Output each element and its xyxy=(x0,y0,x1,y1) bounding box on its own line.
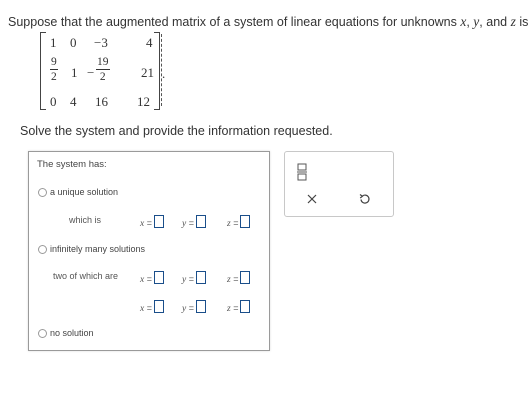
augmented-matrix xyxy=(40,32,166,110)
which-is-label: which is xyxy=(69,215,102,225)
fraction-button[interactable] xyxy=(293,160,311,184)
unique-x-row: x = xyxy=(140,215,164,229)
option-label-none: no solution xyxy=(50,328,94,338)
matrix-cell: 4 xyxy=(146,35,153,50)
inf1-z-input[interactable] xyxy=(240,271,250,284)
close-icon xyxy=(307,194,317,204)
inf2-z-input[interactable] xyxy=(240,300,250,313)
radio-unique-solution[interactable] xyxy=(38,188,47,197)
matrix-cell: 0 xyxy=(50,94,57,109)
inf2-y-row: y = xyxy=(182,300,206,314)
two-of-which-label: two of which are xyxy=(53,271,119,281)
panel-heading: The system has: xyxy=(37,159,107,170)
left-bracket xyxy=(40,32,46,110)
unique-y-row: y = xyxy=(182,215,206,229)
matrix-cell: 12 xyxy=(137,94,150,109)
radio-infinitely-many[interactable] xyxy=(38,245,47,254)
option-label-infinite: infinitely many solutions xyxy=(50,244,146,254)
inf2-x-input[interactable] xyxy=(154,300,164,313)
matrix-cell: 4 xyxy=(70,94,77,109)
option-label-unique: a unique solution xyxy=(50,187,119,197)
matrix-cell: 1 xyxy=(71,65,78,80)
question-text: Suppose that the augmented matrix of a system of linear equations for unknowns x, y, and z is xyxy=(8,14,528,29)
fraction-icon xyxy=(297,163,307,181)
tool-palette xyxy=(284,151,394,217)
instruction-text: Solve the system and provide the information requested. xyxy=(20,124,333,138)
matrix-cell: 16 xyxy=(95,94,108,109)
inf1-x-input[interactable] xyxy=(154,271,164,284)
answer-panel xyxy=(28,151,270,351)
radio-no-solution[interactable] xyxy=(38,329,47,338)
matrix-fraction: 19 2 xyxy=(97,56,109,83)
undo-icon xyxy=(359,193,371,205)
unique-y-input[interactable] xyxy=(196,215,206,228)
matrix-cell: 1 xyxy=(50,35,57,50)
inf2-x-row: x = xyxy=(140,300,164,314)
unique-z-row: z = xyxy=(227,215,250,229)
right-bracket xyxy=(154,32,160,110)
inf1-y-input[interactable] xyxy=(196,271,206,284)
matrix-cell: −3 xyxy=(94,35,108,50)
clear-button[interactable] xyxy=(303,190,321,208)
matrix-cell: 21 xyxy=(141,65,154,80)
inf2-y-input[interactable] xyxy=(196,300,206,313)
matrix-period: . xyxy=(162,66,166,81)
unique-x-input[interactable] xyxy=(154,215,164,228)
undo-button[interactable] xyxy=(355,189,375,209)
matrix-cell: 0 xyxy=(70,35,77,50)
minus-sign: − xyxy=(87,65,95,80)
inf1-x-row: x = xyxy=(140,271,164,285)
inf1-z-row: z = xyxy=(227,271,250,285)
matrix-fraction: 9 2 xyxy=(51,56,57,83)
unique-z-input[interactable] xyxy=(240,215,250,228)
inf2-z-row: z = xyxy=(227,300,250,314)
inf1-y-row: y = xyxy=(182,271,206,285)
